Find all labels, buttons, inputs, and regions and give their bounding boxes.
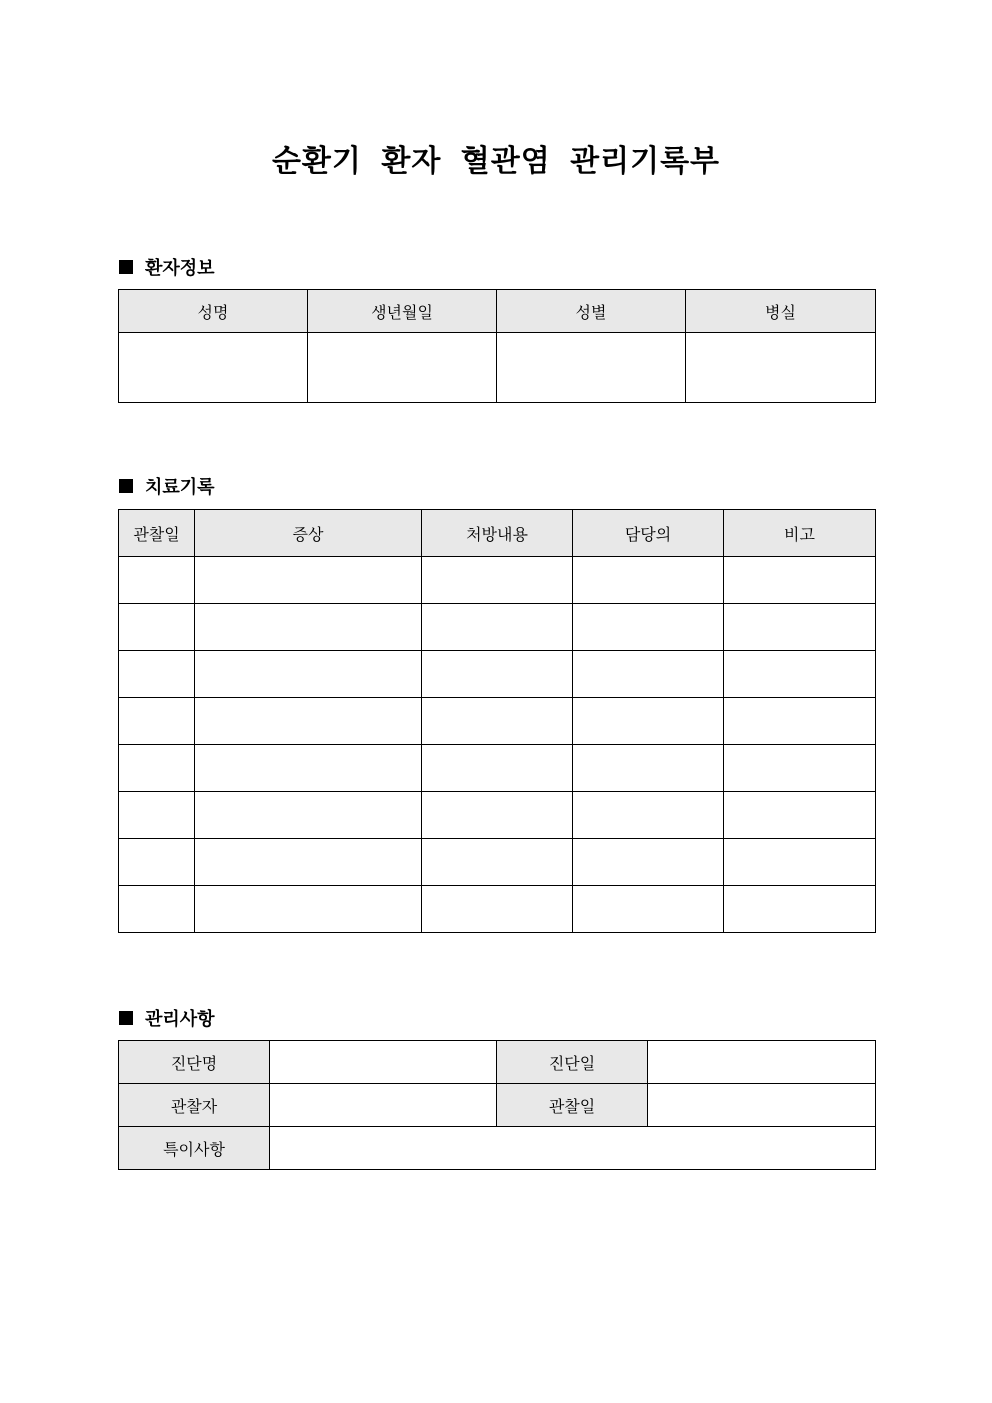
table-row: [119, 1084, 876, 1127]
section-heading-treatment-record: [119, 473, 215, 499]
room-cell[interactable]: [686, 333, 876, 403]
treatment-record-table: [118, 509, 876, 933]
doctor-cell[interactable]: [573, 604, 724, 651]
column-header-room: 병실: [686, 290, 876, 333]
observation-date-cell[interactable]: [119, 557, 195, 604]
observation-date-cell[interactable]: [119, 651, 195, 698]
management-table: [118, 1040, 876, 1170]
notes-cell[interactable]: [724, 698, 876, 745]
notes-cell[interactable]: [724, 557, 876, 604]
table-row: [119, 604, 876, 651]
observation-date-cell[interactable]: [119, 745, 195, 792]
sex-cell[interactable]: [497, 333, 686, 403]
observation-date-cell[interactable]: [648, 1084, 876, 1127]
black-square-icon: [119, 260, 133, 274]
symptoms-cell[interactable]: [195, 839, 422, 886]
prescription-cell[interactable]: [422, 792, 573, 839]
column-header-symptoms: 증상: [195, 510, 422, 557]
name-cell[interactable]: [119, 333, 308, 403]
prescription-cell[interactable]: [422, 839, 573, 886]
symptoms-cell[interactable]: [195, 792, 422, 839]
notes-cell[interactable]: [724, 792, 876, 839]
observation-date-label: 관찰일: [497, 1084, 648, 1127]
symptoms-cell[interactable]: [195, 745, 422, 792]
symptoms-cell[interactable]: [195, 557, 422, 604]
prescription-cell[interactable]: [422, 886, 573, 933]
observer-label: 관찰자: [119, 1084, 270, 1127]
doctor-cell[interactable]: [573, 698, 724, 745]
observation-date-cell[interactable]: [119, 698, 195, 745]
table-row: [119, 792, 876, 839]
symptoms-cell[interactable]: [195, 886, 422, 933]
notes-cell[interactable]: [724, 839, 876, 886]
observation-date-cell[interactable]: [119, 792, 195, 839]
column-header-name: 성명: [119, 290, 308, 333]
table-row: [119, 1041, 876, 1084]
black-square-icon: [119, 1011, 133, 1025]
column-header-prescription: 처방내용: [422, 510, 573, 557]
observation-date-cell[interactable]: [119, 886, 195, 933]
notes-cell[interactable]: [724, 651, 876, 698]
notes-cell[interactable]: [724, 604, 876, 651]
observation-date-cell[interactable]: [119, 839, 195, 886]
doctor-cell[interactable]: [573, 745, 724, 792]
section-heading-management: [119, 1005, 215, 1031]
section-heading-label: 치료기록: [145, 477, 215, 498]
remarks-label: 특이사항: [119, 1127, 270, 1170]
prescription-cell[interactable]: [422, 651, 573, 698]
table-row: [119, 839, 876, 886]
table-row: [119, 698, 876, 745]
birthdate-cell[interactable]: [308, 333, 497, 403]
column-header-birthdate: 생년월일: [308, 290, 497, 333]
table-header-row: [119, 510, 876, 557]
table-header-row: [119, 290, 876, 333]
section-heading-label: 관리사항: [145, 1009, 215, 1030]
doctor-cell[interactable]: [573, 839, 724, 886]
patient-info-table: [118, 289, 876, 403]
diagnosis-date-label: 진단일: [497, 1041, 648, 1084]
symptoms-cell[interactable]: [195, 651, 422, 698]
table-row: [119, 745, 876, 792]
table-row: [119, 1127, 876, 1170]
prescription-cell[interactable]: [422, 557, 573, 604]
symptoms-cell[interactable]: [195, 698, 422, 745]
table-row: [119, 333, 876, 403]
black-square-icon: [119, 479, 133, 493]
section-heading-label: 환자정보: [145, 258, 215, 279]
table-row: [119, 651, 876, 698]
column-header-doctor: 담당의: [573, 510, 724, 557]
diagnosis-name-cell[interactable]: [270, 1041, 497, 1084]
column-header-sex: 성별: [497, 290, 686, 333]
page-title: 순환기 환자 혈관염 관리기록부: [271, 144, 721, 179]
prescription-cell[interactable]: [422, 698, 573, 745]
diagnosis-name-label: 진단명: [119, 1041, 270, 1084]
doctor-cell[interactable]: [573, 886, 724, 933]
doctor-cell[interactable]: [573, 651, 724, 698]
prescription-cell[interactable]: [422, 745, 573, 792]
doctor-cell[interactable]: [573, 557, 724, 604]
observer-cell[interactable]: [270, 1084, 497, 1127]
column-header-observation-date: 관찰일: [119, 510, 195, 557]
column-header-notes: 비고: [724, 510, 876, 557]
observation-date-cell[interactable]: [119, 604, 195, 651]
notes-cell[interactable]: [724, 745, 876, 792]
doctor-cell[interactable]: [573, 792, 724, 839]
prescription-cell[interactable]: [422, 604, 573, 651]
table-row: [119, 557, 876, 604]
notes-cell[interactable]: [724, 886, 876, 933]
symptoms-cell[interactable]: [195, 604, 422, 651]
section-heading-patient-info: [119, 254, 215, 280]
diagnosis-date-cell[interactable]: [648, 1041, 876, 1084]
table-row: [119, 886, 876, 933]
remarks-cell[interactable]: [270, 1127, 876, 1170]
